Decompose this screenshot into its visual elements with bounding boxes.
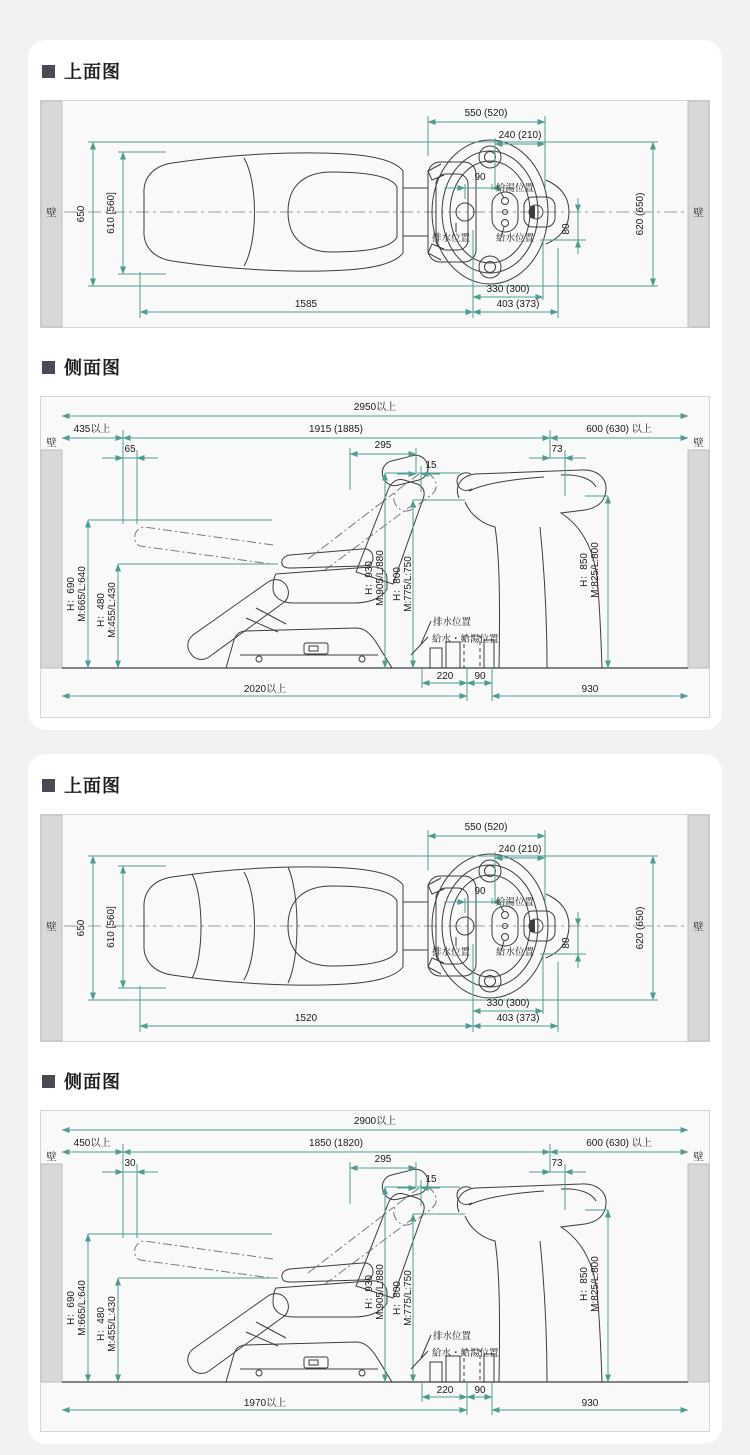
wall-label-right: 壁 — [693, 1151, 704, 1163]
section-title-top-2 — [42, 772, 710, 798]
dim-label: 73 — [551, 1158, 563, 1169]
dim-label: 1520 — [294, 1013, 318, 1024]
dim-label: 90 — [474, 172, 486, 183]
dim-label: 2950以上 — [353, 402, 397, 413]
dim-label: 73 — [551, 444, 563, 455]
height-label: M:455/L:430 — [107, 1296, 118, 1352]
dim-label: 403 (373) — [496, 1013, 540, 1024]
dim-label: 220 — [436, 671, 454, 682]
section-bullet-icon — [42, 361, 55, 374]
dim-label: 610 [560] — [106, 906, 117, 948]
section-title-text: 上面图 — [64, 62, 121, 82]
top-view-diagram-1 — [40, 100, 710, 328]
dim-label: 15 — [425, 460, 437, 471]
dim-label: 620 (650) — [635, 906, 646, 950]
hot-water-position-label: 給湯位置 — [496, 897, 535, 908]
section-bullet-icon — [42, 65, 55, 78]
dim-label: 550 (520) — [464, 822, 508, 833]
dim-label: 90 — [474, 671, 486, 682]
dim-label: 80 — [561, 937, 572, 949]
dim-label: 650 — [76, 205, 87, 223]
section-title-text: 侧面图 — [64, 358, 121, 378]
height-label: M:665/L:640 — [77, 566, 88, 622]
spec-card-2 — [28, 754, 722, 1444]
section-title-text: 上面图 — [64, 776, 121, 796]
dim-label: 600 (630) 以上 — [586, 1138, 652, 1149]
height-label: M:905/L:880 — [375, 1264, 386, 1320]
drain-position-label: 排水位置 — [433, 1331, 472, 1342]
height-label: M:775/L:750 — [403, 1270, 414, 1326]
height-label: H：480 — [96, 593, 107, 627]
height-label: M:905/L:880 — [375, 550, 386, 606]
supply-position-label: 給水・給湯位置 — [432, 1348, 499, 1359]
hot-water-position-label: 給湯位置 — [496, 183, 535, 194]
dim-label: 620 (650) — [635, 192, 646, 236]
height-label: H：800 — [392, 567, 403, 601]
dim-label: 65 — [124, 444, 136, 455]
dim-label: 295 — [374, 1154, 392, 1165]
section-title-side-2 — [42, 1068, 710, 1094]
height-label: M:665/L:640 — [77, 1280, 88, 1336]
dim-label: 650 — [76, 919, 87, 937]
dim-label: 220 — [436, 1385, 454, 1396]
wall-label-left: 壁 — [46, 1151, 57, 1163]
water-position-label: 給水位置 — [496, 947, 535, 958]
dim-label: 240 (210) — [498, 130, 542, 141]
height-label: M:825/L:800 — [590, 542, 601, 598]
height-label: H：930 — [364, 1275, 375, 1309]
wall-label-left: 壁 — [46, 207, 57, 219]
section-title-top-1 — [42, 58, 710, 84]
dim-label: 2900以上 — [353, 1116, 397, 1127]
wall-label-right: 壁 — [693, 437, 704, 449]
section-title-side-1 — [42, 354, 710, 380]
dim-label: 1850 (1820) — [309, 1138, 363, 1149]
dim-label: 1585 — [294, 299, 318, 310]
wall-label-left: 壁 — [46, 437, 57, 449]
wall-label-left: 壁 — [46, 921, 57, 933]
dim-label: 403 (373) — [496, 299, 540, 310]
dim-label: 930 — [581, 1398, 599, 1409]
section-bullet-icon — [42, 1075, 55, 1088]
height-label: H：930 — [364, 561, 375, 595]
dim-label: 330 (300) — [486, 998, 530, 1009]
wall-label-right: 壁 — [693, 921, 704, 933]
height-label: H：850 — [579, 553, 590, 587]
height-label: H：850 — [579, 1267, 590, 1301]
dim-label: 240 (210) — [498, 844, 542, 855]
dim-label: 550 (520) — [464, 108, 508, 119]
dim-label: 930 — [581, 684, 599, 695]
dim-label: 90 — [474, 886, 486, 897]
dim-label: 2020以上 — [243, 684, 287, 695]
dim-label: 610 [560] — [106, 192, 117, 234]
height-label: M:455/L:430 — [107, 582, 118, 638]
height-label: H：690 — [66, 577, 77, 611]
side-view-diagram-1 — [40, 396, 710, 718]
water-position-label: 給水位置 — [496, 233, 535, 244]
height-label: H：800 — [392, 1281, 403, 1315]
dim-label: 295 — [374, 440, 392, 451]
section-bullet-icon — [42, 779, 55, 792]
dim-label: 435以上 — [73, 424, 111, 435]
dim-label: 15 — [425, 1174, 437, 1185]
supply-position-label: 給水・給湯位置 — [432, 634, 499, 645]
dim-label: 600 (630) 以上 — [586, 424, 652, 435]
section-title-text: 侧面图 — [64, 1072, 121, 1092]
dim-label: 30 — [124, 1158, 136, 1169]
dim-label: 1970以上 — [243, 1398, 287, 1409]
dim-label: 330 (300) — [486, 284, 530, 295]
dim-label: 80 — [561, 223, 572, 235]
height-label: M:825/L:800 — [590, 1256, 601, 1312]
spec-card-1 — [28, 40, 722, 730]
dim-label: 90 — [474, 1385, 486, 1396]
side-view-diagram-2 — [40, 1110, 710, 1432]
drain-position-label: 排水位置 — [432, 947, 471, 958]
top-view-diagram-2 — [40, 814, 710, 1042]
height-label: H：480 — [96, 1307, 107, 1341]
dim-label: 1915 (1885) — [309, 424, 363, 435]
height-label: M:775/L:750 — [403, 556, 414, 612]
drain-position-label: 排水位置 — [432, 233, 471, 244]
wall-label-right: 壁 — [693, 207, 704, 219]
drain-position-label: 排水位置 — [433, 617, 472, 628]
dim-label: 450以上 — [73, 1138, 111, 1149]
height-label: H：690 — [66, 1291, 77, 1325]
